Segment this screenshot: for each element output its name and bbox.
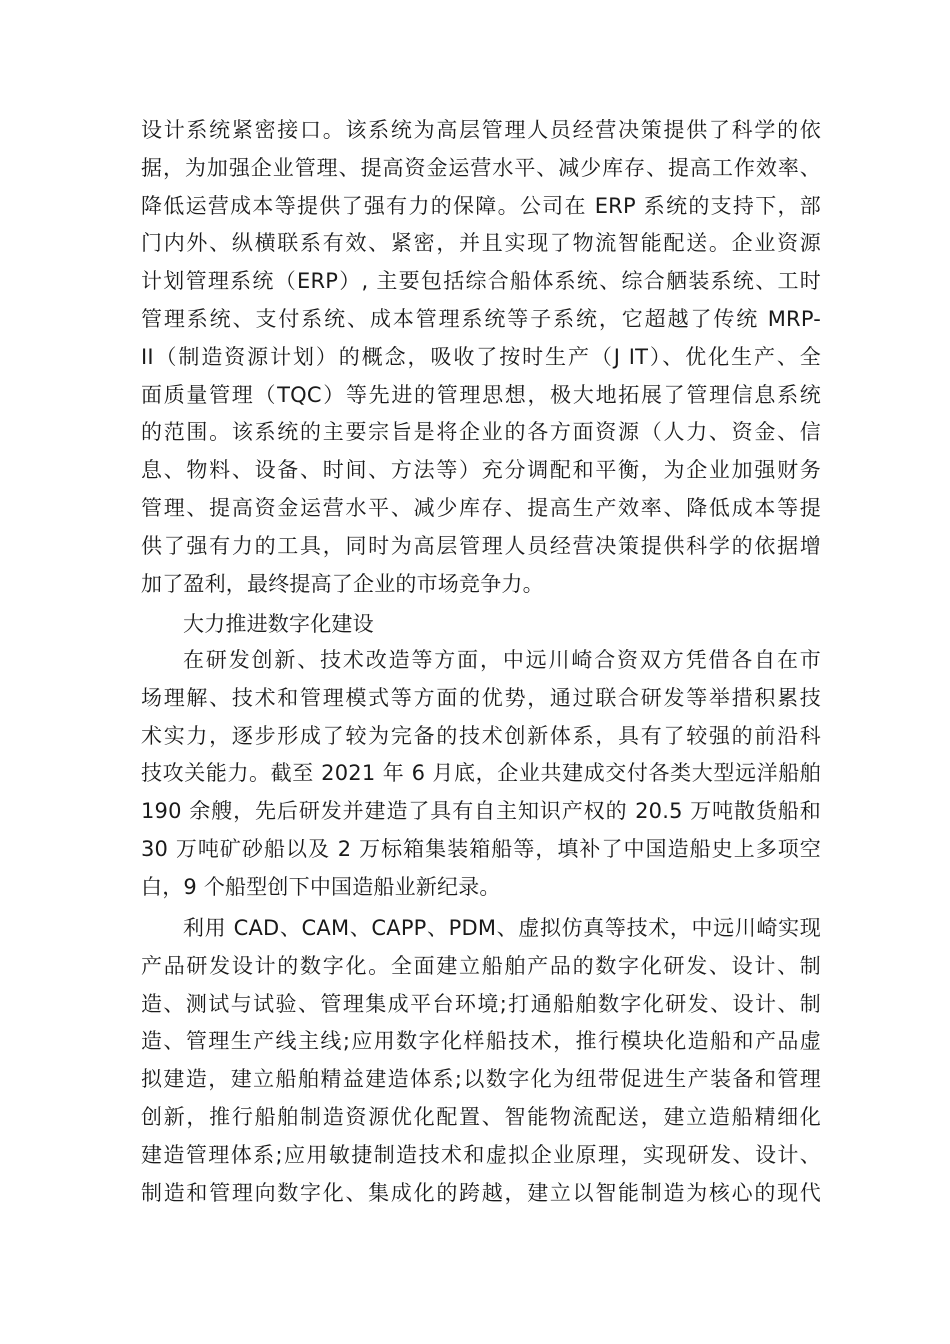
- paragraph-line: 门内外、纵横联系有效、紧密，并且实现了物流智能配送。企业资源: [141, 231, 821, 256]
- heading-text: 大力推进数字化建设: [183, 612, 374, 636]
- paragraph-line: 管理、提高资金运营水平、减少库存、提高生产效率、降低成本等提: [141, 495, 821, 520]
- paragraph-line: 降低运营成本等提供了强有力的保障。公司在 ERP 系统的支持下，部: [141, 193, 821, 218]
- paragraph-line: 管理系统、支付系统、成本管理系统等子系统，它超越了传统 MRP-: [141, 306, 821, 331]
- paragraph-line: 术实力，逐步形成了较为完备的技术创新体系，具有了较强的前沿科: [141, 723, 821, 748]
- paragraph-line: 技攻关能力。截至 2021 年 6 月底，企业共建成交付各类大型远洋船舶: [141, 761, 821, 786]
- paragraph-line: 加了盈利，最终提高了企业的市场竞争力。: [141, 571, 544, 596]
- paragraph-line: 利用 CAD、CAM、CAPP、PDM、虚拟仿真等技术，中远川崎实现: [183, 916, 821, 940]
- paragraph-line: 建造管理体系;应用敏捷制造技术和虚拟企业原理，实现研发、设计、: [141, 1142, 821, 1167]
- paragraph-line: 面质量管理（TQC）等先进的管理思想，极大地拓展了管理信息系统: [141, 382, 821, 407]
- paragraph-line: 造、测试与试验、管理集成平台环境;打通船舶数字化研发、设计、制: [141, 991, 821, 1016]
- paragraph-digitalization: [141, 910, 821, 1212]
- paragraph-line: 产品研发设计的数字化。全面建立船舶产品的数字化研发、设计、制: [141, 953, 821, 978]
- paragraph-line: II（制造资源计划）的概念，吸收了按时生产（J IT）、优化生产、全: [141, 344, 821, 369]
- paragraph-erp-system: [141, 112, 821, 603]
- paragraph-line: 白，9 个船型创下中国造船业新纪录。: [141, 874, 501, 899]
- paragraph-line: 供了强有力的工具，同时为高层管理人员经营决策提供科学的依据增: [141, 533, 821, 558]
- paragraph-line: 190 余艘，先后研发并建造了具有自主知识产权的 20.5 万吨散货船和: [141, 799, 821, 824]
- paragraph-line: 30 万吨矿砂船以及 2 万标箱集装箱船等，填补了中国造船史上多项空: [141, 836, 821, 861]
- section-heading: [141, 606, 821, 644]
- paragraph-line: 在研发创新、技术改造等方面，中远川崎合资双方凭借各自在市: [183, 648, 821, 672]
- paragraph-line: 据，为加强企业管理、提高资金运营水平、减少库存、提高工作效率、: [141, 155, 821, 180]
- paragraph-line: 设计系统紧密接口。该系统为高层管理人员经营决策提供了科学的依: [141, 118, 821, 142]
- paragraph-line: 计划管理系统（ERP）, 主要包括综合船体系统、综合舾装系统、工时: [141, 269, 821, 294]
- paragraph-line: 场理解、技术和管理模式等方面的优势，通过联合研发等举措积累技: [141, 685, 821, 710]
- paragraph-line: 制造和管理向数字化、集成化的跨越，建立以智能制造为核心的现代: [141, 1180, 821, 1205]
- paragraph-line: 造、管理生产线主线;应用数字化样船技术，推行模块化造船和产品虚: [141, 1029, 821, 1054]
- paragraph-line: 拟建造，建立船舶精益建造体系;以数字化为纽带促进生产装备和管理: [141, 1067, 821, 1092]
- paragraph-line: 的范围。该系统的主要宗旨是将企业的各方面资源（人力、资金、信: [141, 420, 821, 445]
- paragraph-line: 息、物料、设备、时间、方法等）充分调配和平衡，为企业加强财务: [141, 458, 821, 483]
- paragraph-line: 创新，推行船舶制造资源优化配置、智能物流配送，建立造船精细化: [141, 1104, 821, 1129]
- paragraph-rd-innovation: [141, 642, 821, 907]
